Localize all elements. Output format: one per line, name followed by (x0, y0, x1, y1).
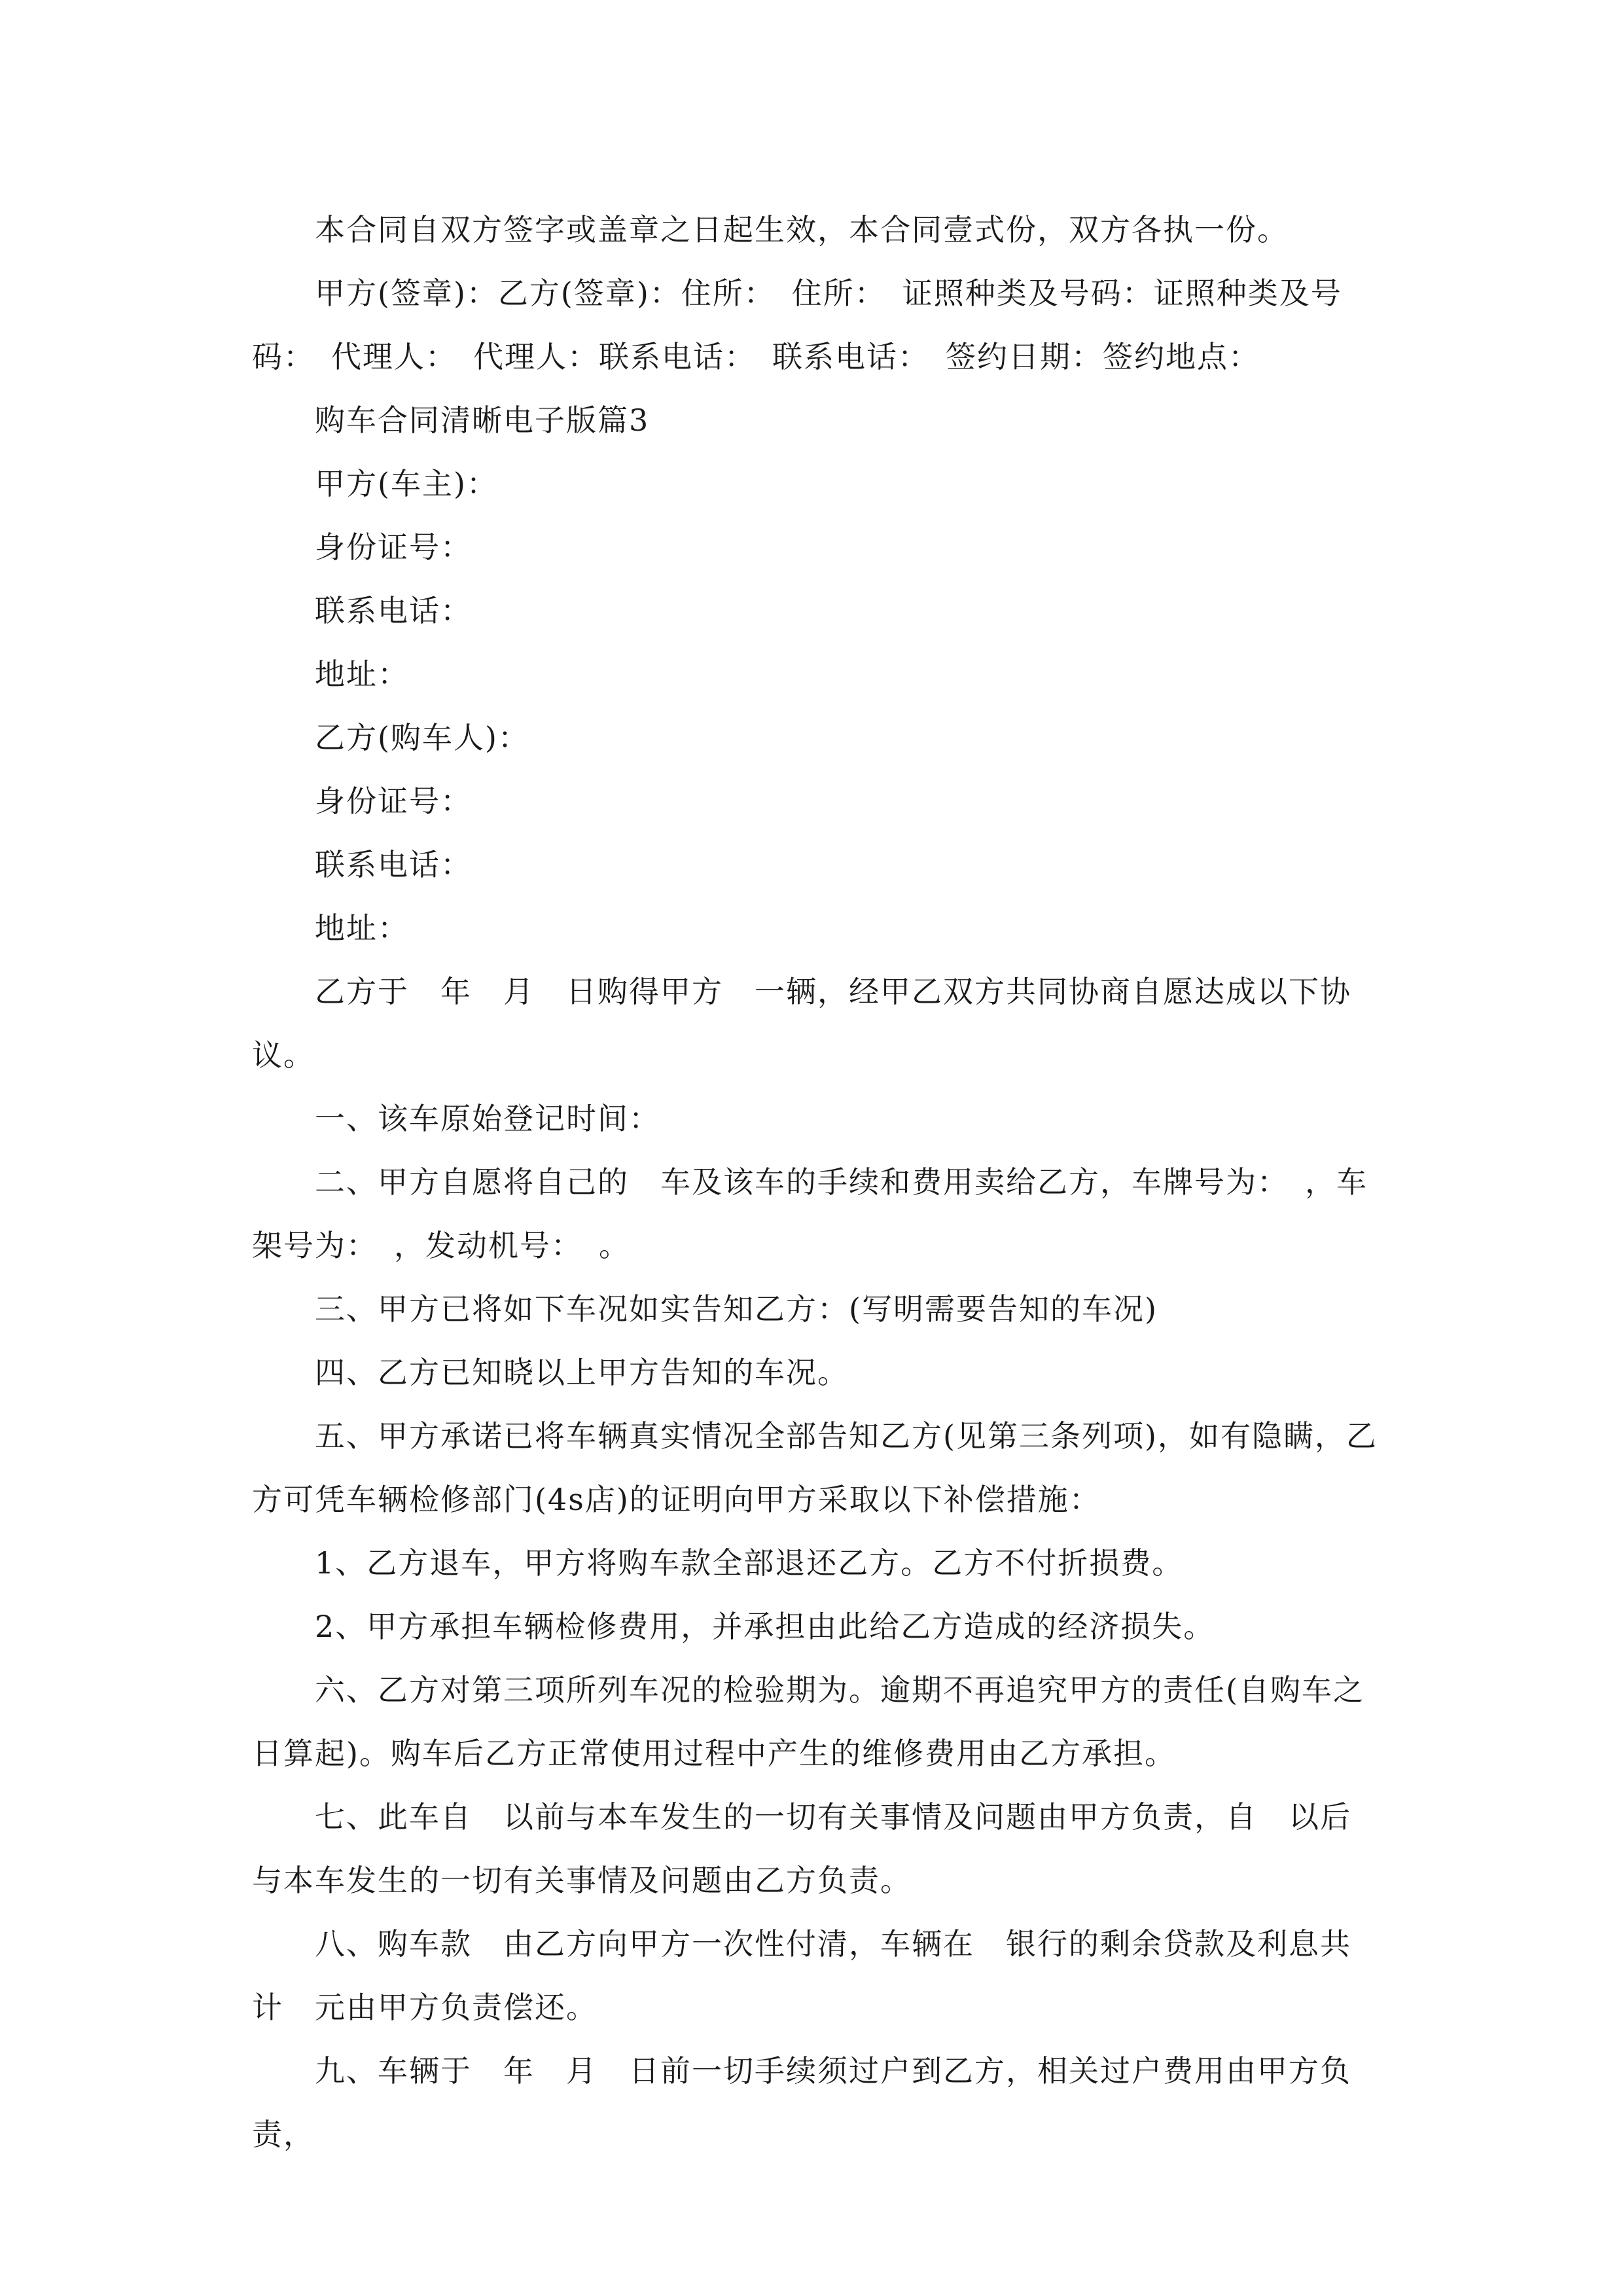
party-a-id-number: 身份证号： (315, 529, 472, 565)
party-b-id-number: 身份证号： (315, 783, 472, 819)
section-title: 购车合同清晰电子版篇3 (315, 403, 650, 438)
clause-5-item-2: 2、甲方承担车辆检修费用，并承担由此给乙方造成的经济损失。 (315, 1609, 1215, 1644)
clause-8: 八、购车款 由乙方向甲方一次性付清，车辆在 银行的剩余贷款及利息共计 元由甲方负责偿还。 (252, 1926, 1351, 2025)
clause-4: 四、乙方已知晓以上甲方告知的车况。 (315, 1355, 849, 1390)
clause-9: 九、车辆于 年 月 日前一切手续须过户到乙方，相关过户费用由甲方负责， (252, 2053, 1351, 2152)
clause-1: 一、该车原始登记时间： (315, 1101, 660, 1136)
party-a-phone: 联系电话： (315, 593, 472, 628)
clause-6: 六、乙方对第三项所列车况的检验期为。逾期不再追究甲方的责任(自购车之日算起)。购车后乙方正常使用过程中产生的维修费用由乙方承担。 (252, 1672, 1364, 1771)
clause-5-item-1: 1、乙方退车，甲方将购车款全部退还乙方。乙方不付折损费。 (315, 1545, 1184, 1581)
paragraph-effective-clause: 本合同自双方签字或盖章之日起生效，本合同壹式份，双方各执一份。 (315, 212, 1289, 247)
document-body (252, 198, 1381, 2166)
clause-2: 二、甲方自愿将自己的 车及该车的手续和费用卖给乙方，车牌号为： ，车架号为： ，发动机号： 。 (252, 1164, 1368, 1263)
party-a-owner: 甲方(车主)： (315, 466, 498, 501)
clause-3: 三、甲方已将如下车况如实告知乙方：(写明需要告知的车况) (315, 1291, 1158, 1327)
party-b-address: 地址： (315, 910, 409, 946)
clause-5: 五、甲方承诺已将车辆真实情况全部告知乙方(见第三条列项)，如有隐瞒，乙方可凭车辆检修部门(4s店)的证明向甲方采取以下补偿措施： (252, 1418, 1378, 1517)
party-b-buyer: 乙方(购车人)： (315, 720, 529, 755)
clause-7: 七、此车自 以前与本车发生的一切有关事情及问题由甲方负责，自 以后与本车发生的一切有关事情及问题由乙方负责。 (252, 1799, 1351, 1898)
paragraph-signature-block: 甲方(签章)：乙方(签章)：住所： 住所： 证照种类及号码：证照种类及号码： 代理人： 代理人：联系电话： 联系电话： 签约日期：签约地点： (252, 276, 1342, 374)
purchase-statement: 乙方于 年 月 日购得甲方 一辆，经甲乙双方共同协商自愿达成以下协议。 (252, 974, 1351, 1073)
party-a-address: 地址： (315, 656, 409, 692)
party-b-phone: 联系电话： (315, 847, 472, 882)
